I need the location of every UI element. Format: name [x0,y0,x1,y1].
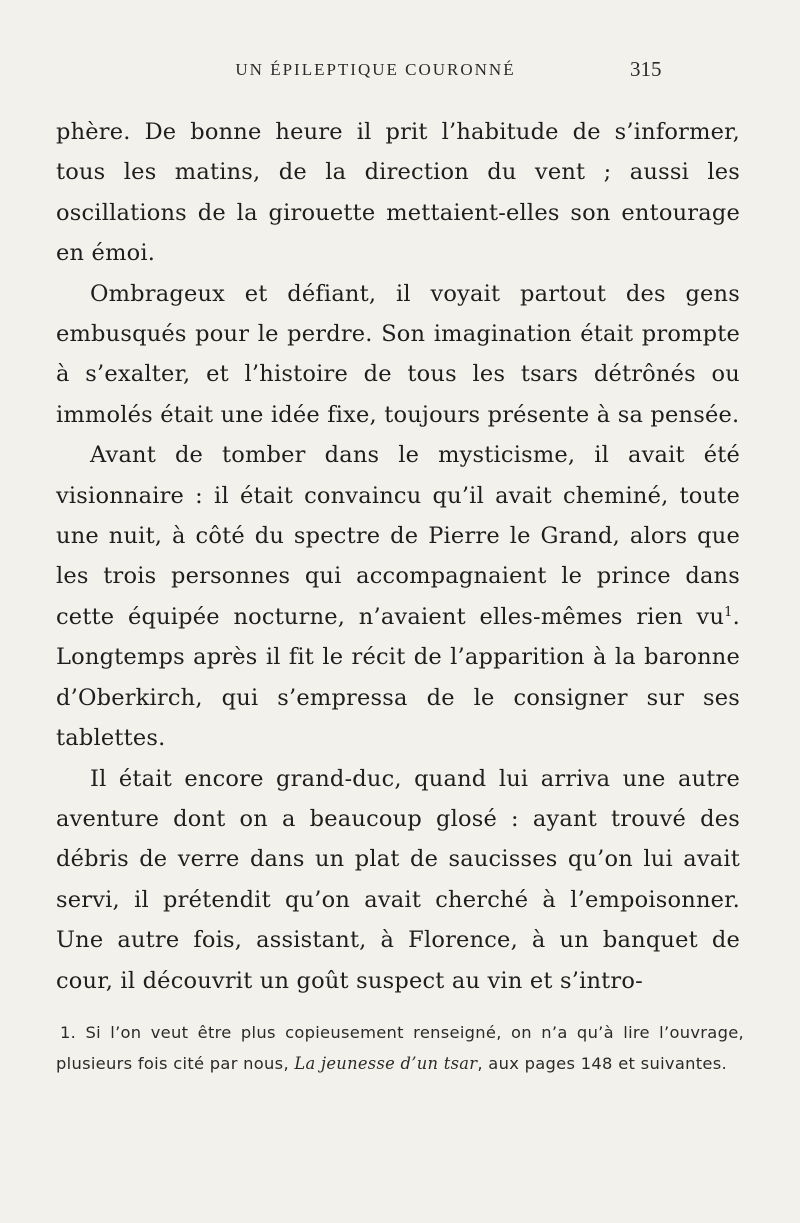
footnote-text-start: Si l’on veut être plus copieusement renseigné, on n’a qu’à lire l’ouvrage, plusieurs fois cité par nous, [56,1023,744,1073]
paragraph-3-text-end: . Longtemps après il fit le récit de l’apparition à la baronne d’Oberkirch, qui s’empressa de le consigner sur ses tablettes. [56,603,740,752]
footnote [56,1017,744,1079]
footnote-book-title: La jeunesse d’un tsar [294,1054,478,1073]
paragraph-3 [56,435,740,758]
footnote-number: 1. [60,1023,77,1042]
paragraph-1: phère. De bonne heure il prit l’habitude de s’informer, tous les matins, de la direction du vent ; aussi les oscillations de la girouette mettaient-elles son entourage en émoi. [56,119,740,267]
running-title: UN ÉPILEPTIQUE COURONNÉ [235,60,516,79]
footnote-reference: 1 [724,604,733,620]
paragraph-2: Ombrageux et défiant, il voyait partout des gens embusqués pour le perdre. Son imagination était prompte à s’exalter, et l’histoire de tous les tsars détrônés ou immolés était une idée fixe, toujours présente à sa pensée. [56,280,740,428]
page-number: 315 [630,57,662,81]
footnote-text-end: , aux pages 148 et suivantes. [477,1054,727,1073]
body-text [56,112,740,1001]
paragraph-3-text-start: Avant de tomber dans le mysticisme, il avait été visionnaire : il était convaincu qu’il avait cheminé, toute une nuit, à côté du spectre de Pierre le Grand, alors que les trois personnes qui accompagnaient le prince dans cette équipée nocturne, n’avaient elles-mêmes rien vu [56,442,740,630]
paragraph-4: Il était encore grand-duc, quand lui arriva une autre aventure dont on a beaucoup glosé : ayant trouvé des débris de verre dans un plat de saucisses qu’on lui avait servi, il prétendit qu’on avait cherché à l’empoisonner. Une autre fois, assistant, à Florence, à un banquet de cour, il découvrit un goût suspect au vin et s’intro- [56,765,740,994]
